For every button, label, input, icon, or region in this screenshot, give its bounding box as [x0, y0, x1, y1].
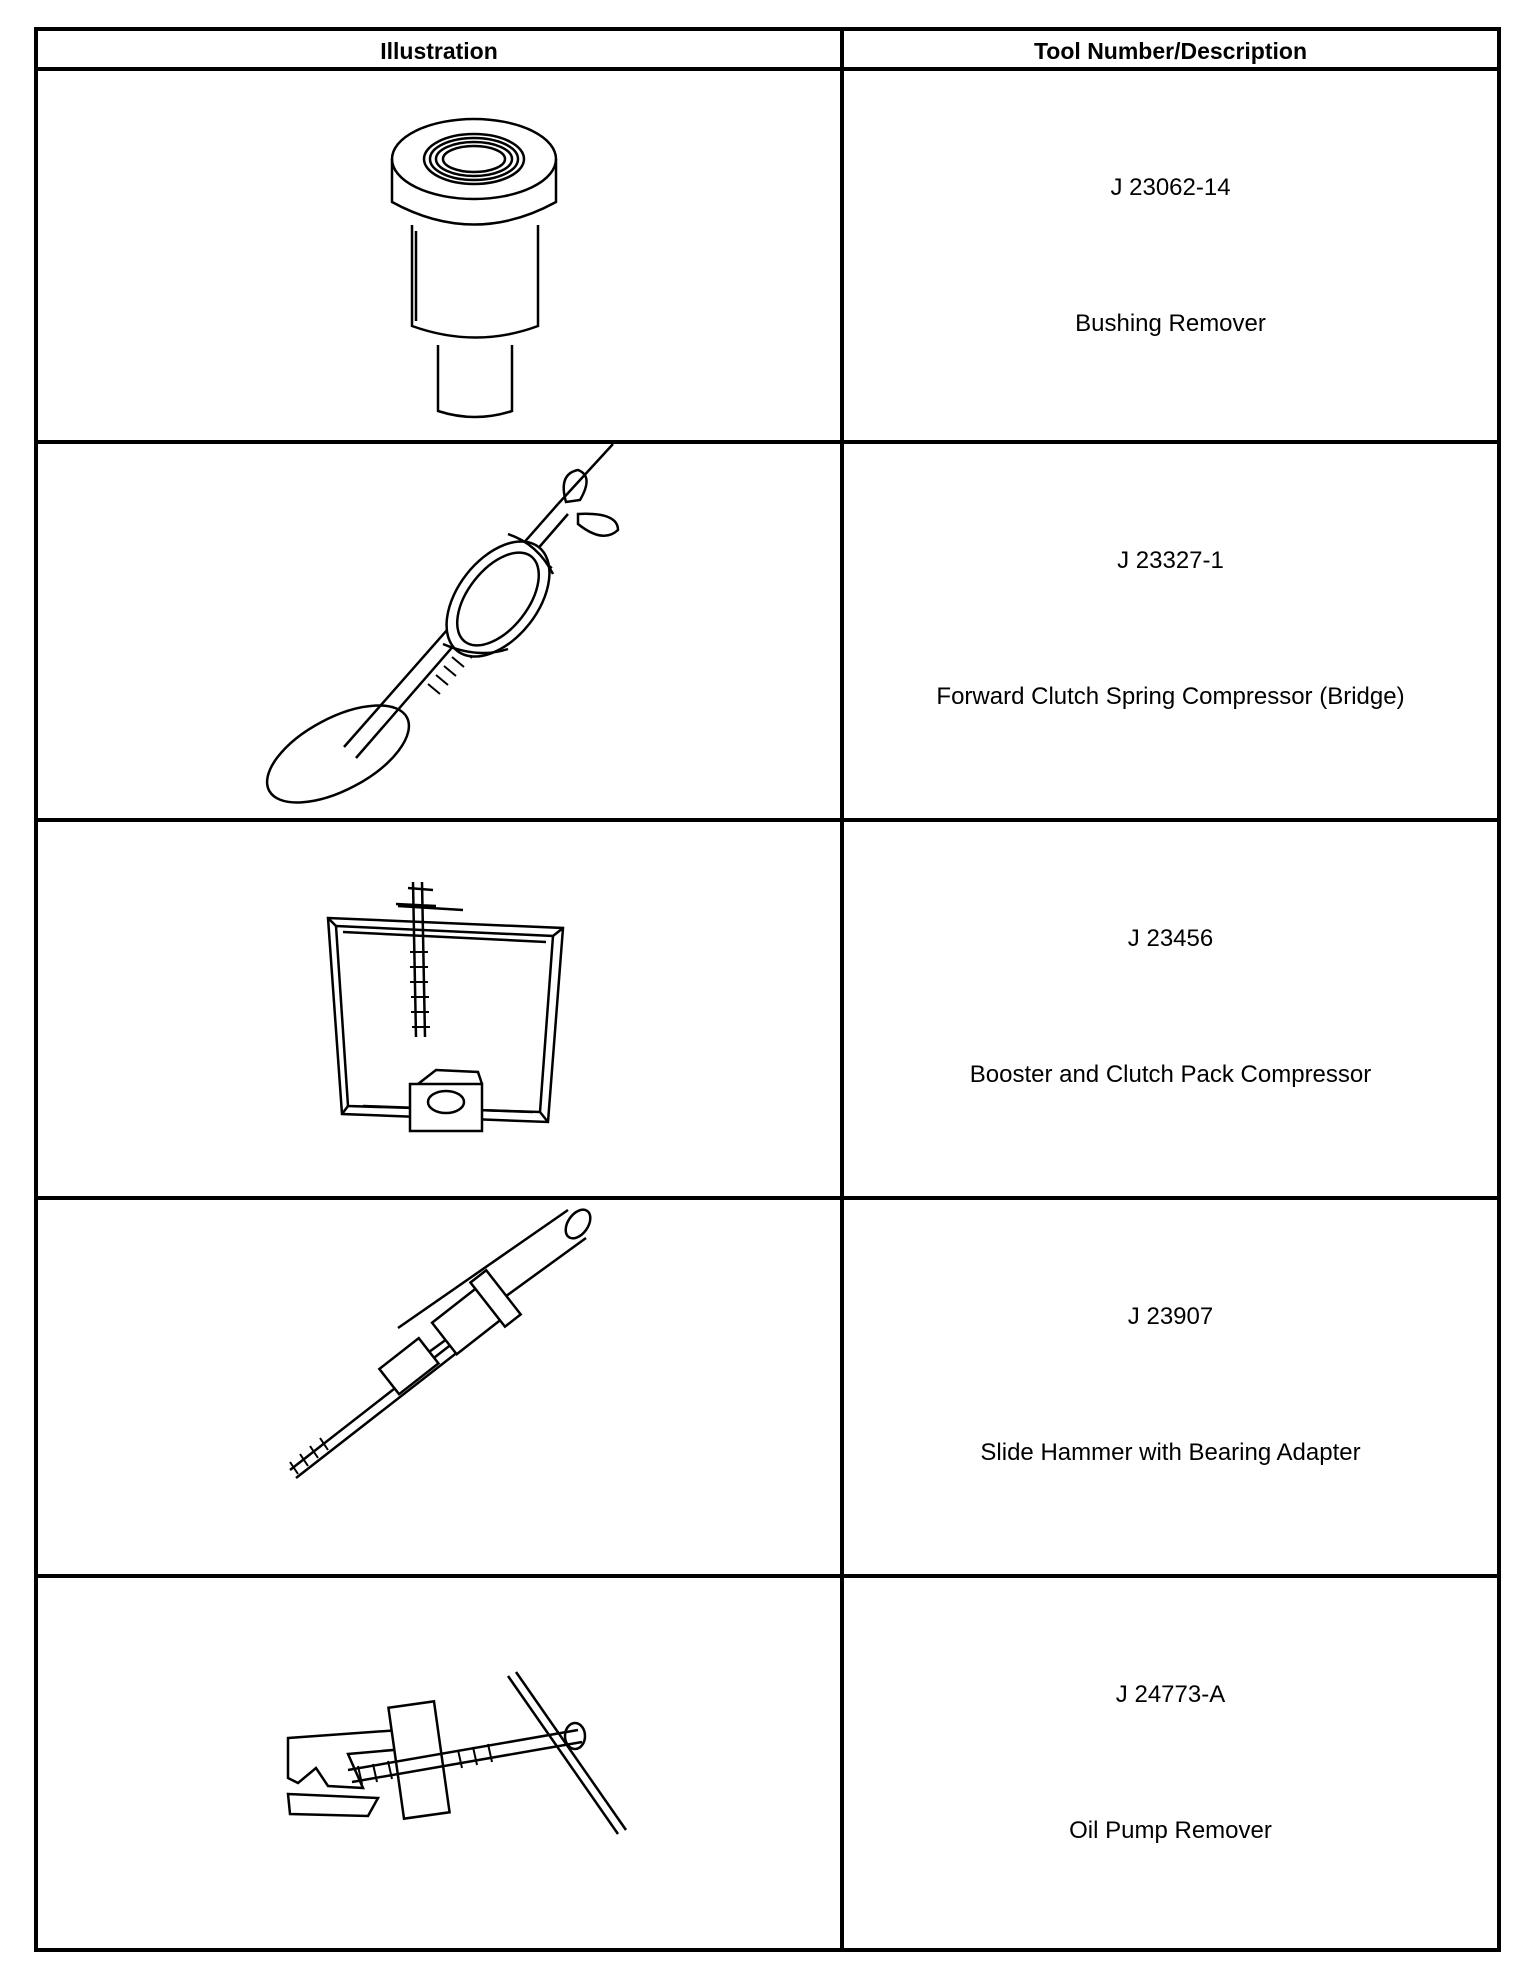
tool-table	[34, 27, 1501, 1952]
table-row	[38, 1578, 1497, 1948]
table-row	[38, 822, 1497, 1196]
tool-number: J 24773-A	[1115, 1681, 1226, 1708]
header-illustration: Illustration	[380, 37, 498, 64]
header-tool-number-description: Tool Number/Description	[1033, 37, 1308, 64]
bushing-remover-icon	[38, 71, 840, 440]
illustration-cell	[38, 444, 840, 818]
tool-number: J 23456	[1127, 925, 1214, 952]
tool-description: Bushing Remover	[1075, 310, 1266, 337]
illustration-cell	[38, 1200, 840, 1574]
table-row	[38, 444, 1497, 818]
tool-description: Forward Clutch Spring Compressor (Bridge)	[936, 683, 1405, 710]
clutch-pack-compressor-icon	[38, 822, 840, 1196]
description-cell	[844, 1200, 1497, 1574]
tool-number: J 23327-1	[1117, 547, 1224, 574]
spring-compressor-bridge-icon	[38, 444, 840, 818]
tool-number: J 23062-14	[1110, 174, 1231, 201]
illustration-cell	[38, 822, 840, 1196]
tool-description: Slide Hammer with Bearing Adapter	[980, 1439, 1361, 1466]
description-cell	[844, 71, 1497, 440]
illustration-cell	[38, 71, 840, 440]
description-cell	[844, 1578, 1497, 1948]
table-row	[38, 71, 1497, 440]
description-cell	[844, 822, 1497, 1196]
illustration-cell	[38, 1578, 840, 1948]
description-cell	[844, 444, 1497, 818]
oil-pump-remover-icon	[38, 1578, 840, 1948]
tool-description: Booster and Clutch Pack Compressor	[969, 1061, 1372, 1088]
tool-description: Oil Pump Remover	[1069, 1817, 1272, 1844]
slide-hammer-icon	[38, 1200, 840, 1574]
table-row	[38, 1200, 1497, 1574]
tool-number: J 23907	[1127, 1303, 1214, 1330]
